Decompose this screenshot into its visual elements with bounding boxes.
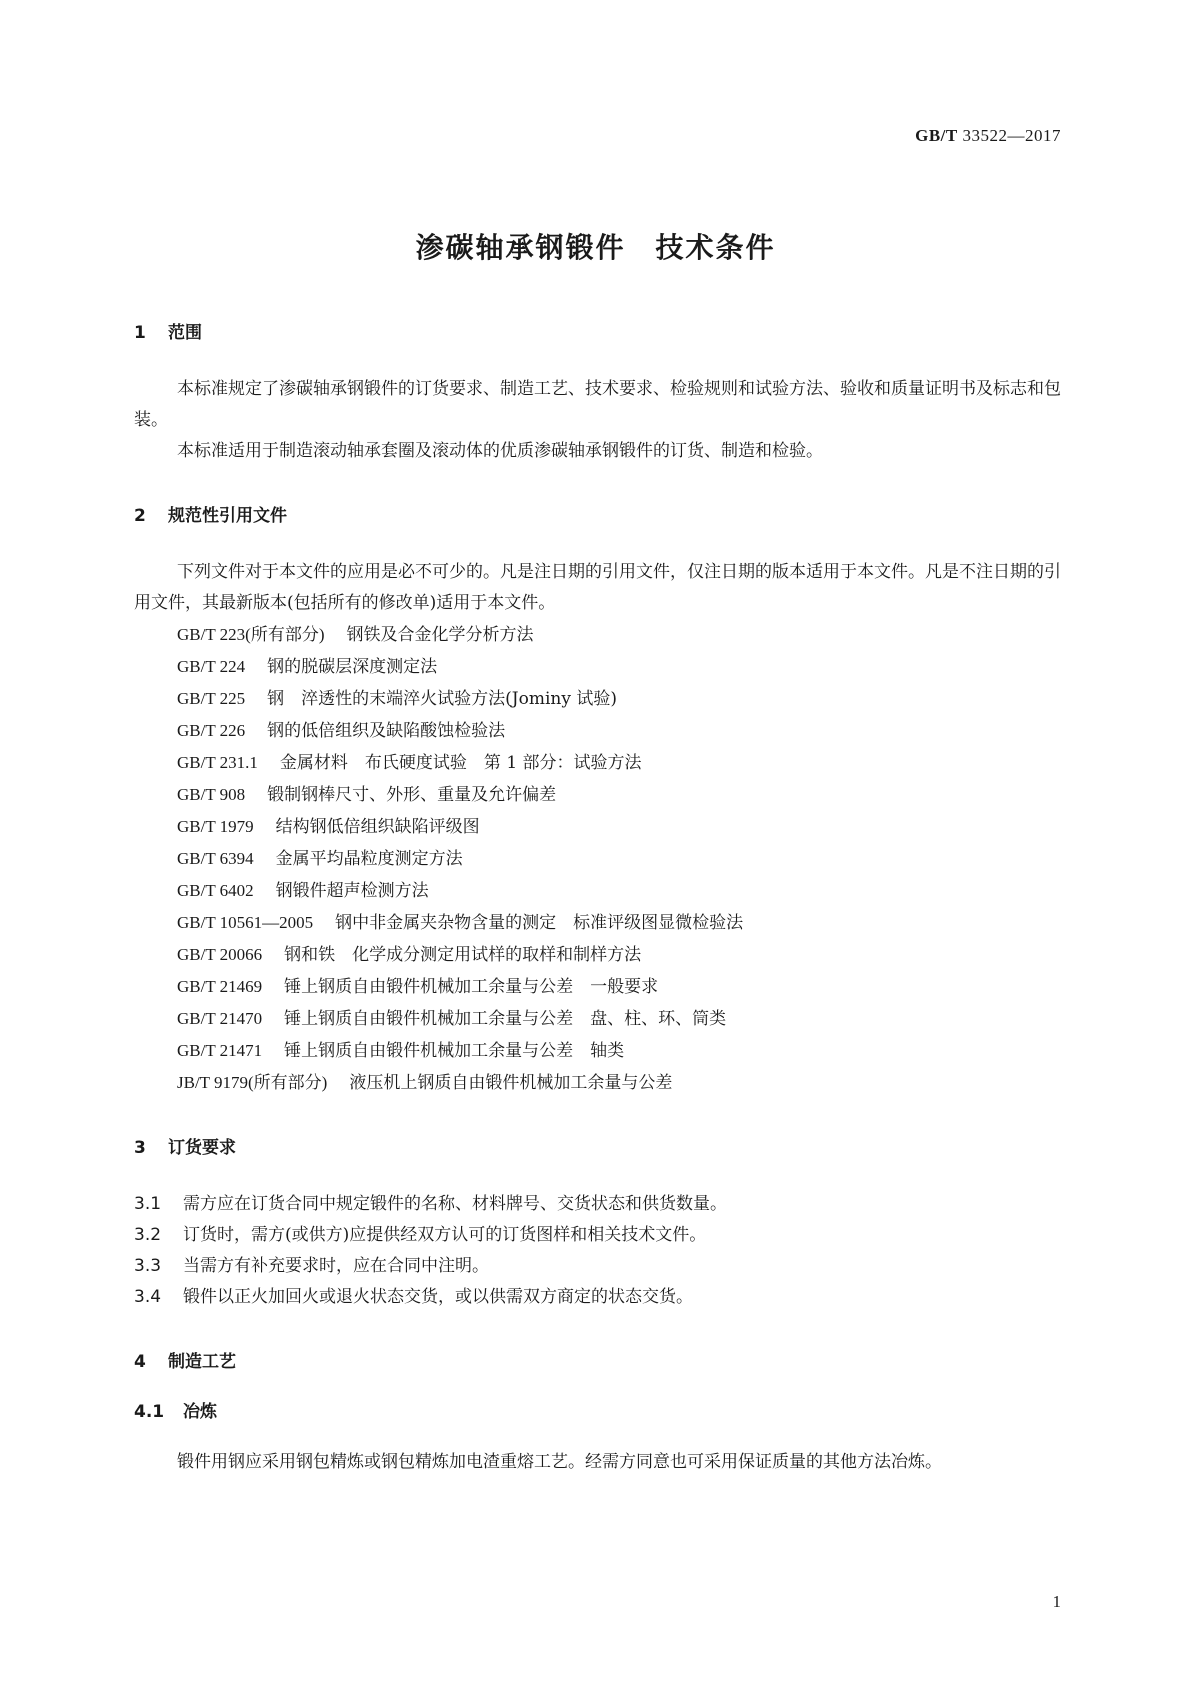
section-1-heading: [134, 318, 1061, 348]
reference-title: 钢 淬透性的末端淬火试验方法(Jominy 试验): [267, 689, 617, 709]
clause-number: 3.1: [134, 1194, 162, 1214]
reference-code: GB/T 21471: [177, 1041, 263, 1060]
clause-number: 3.2: [134, 1225, 162, 1245]
reference-title: 锤上钢质自由锻件机械加工余量与公差 轴类: [284, 1041, 625, 1061]
reference-item: [134, 619, 1061, 651]
section-number: 1: [134, 323, 146, 343]
reference-code: GB/T 908: [177, 785, 246, 804]
reference-title: 钢锻件超声检测方法: [275, 881, 429, 901]
section-title: 订货要求: [168, 1138, 236, 1158]
reference-item: [134, 779, 1061, 811]
reference-item: [134, 1003, 1061, 1035]
standard-code: 33522—2017: [962, 126, 1061, 145]
paragraph: 本标准适用于制造滚动轴承套圈及滚动体的优质渗碳轴承钢锻件的订货、制造和检验。: [177, 441, 823, 461]
reference-title: 钢的脱碳层深度测定法: [267, 657, 438, 677]
reference-item: [134, 683, 1061, 715]
document-title: [0, 226, 1191, 266]
reference-code: GB/T 225: [177, 689, 246, 708]
clause-text: 订货时，需方(或供方)应提供经双方认可的订货图样和相关技术文件。: [183, 1225, 707, 1245]
paragraph: 下列文件对于本文件的应用是必不可少的。凡是注日期的引用文件，仅注日期的版本适用于本文件。凡是不注日期的引用文件，其最新版本(包括所有的修改单)适用于本文件。: [134, 562, 1061, 613]
reference-item: [134, 971, 1061, 1003]
subsection-4-1-heading: [134, 1397, 1061, 1427]
clause-item: [134, 1189, 1061, 1220]
section-title: 范围: [168, 323, 202, 343]
subsection-number: 4.1: [134, 1402, 165, 1422]
reference-title: 结构钢低倍组织缺陷评级图: [275, 817, 480, 837]
section-number: 3: [134, 1138, 146, 1158]
reference-code: GB/T 6394: [177, 849, 254, 868]
reference-item: [134, 939, 1061, 971]
section-2-heading: [134, 501, 1061, 531]
reference-title: 钢和铁 化学成分测定用试样的取样和制样方法: [284, 945, 642, 965]
section-number: 2: [134, 506, 146, 526]
reference-code: GB/T 1979: [177, 817, 254, 836]
reference-title: 锤上钢质自由锻件机械加工余量与公差 一般要求: [284, 977, 659, 997]
reference-code: GB/T 21470: [177, 1009, 263, 1028]
reference-title: 锤上钢质自由锻件机械加工余量与公差 盘、柱、环、筒类: [284, 1009, 727, 1029]
title-part-1: 渗碳轴承钢锻件: [415, 231, 626, 264]
reference-list: [134, 619, 1061, 1099]
paragraph: 本标准规定了渗碳轴承钢锻件的订货要求、制造工艺、技术要求、检验规则和试验方法、验收和质量证明书及标志和包装。: [134, 379, 1061, 430]
section-number: 4: [134, 1352, 146, 1372]
reference-code: GB/T 6402: [177, 881, 254, 900]
reference-title: 液压机上钢质自由锻件机械加工余量与公差: [349, 1073, 673, 1093]
reference-code: GB/T 20066: [177, 945, 263, 964]
reference-title: 锻制钢棒尺寸、外形、重量及允许偏差: [267, 785, 557, 805]
reference-item: [134, 875, 1061, 907]
reference-title: 钢中非金属夹杂物含量的测定 标准评级图显微检验法: [335, 913, 744, 933]
clause-text: 需方应在订货合同中规定锻件的名称、材料牌号、交货状态和供货数量。: [183, 1194, 727, 1214]
reference-item: [134, 715, 1061, 747]
subsection-title: 冶炼: [183, 1402, 217, 1422]
reference-item: [134, 811, 1061, 843]
clause-item: [134, 1282, 1061, 1313]
section-title: 制造工艺: [168, 1352, 236, 1372]
page-number: 1: [1052, 1592, 1061, 1611]
reference-code: GB/T 10561—2005: [177, 913, 314, 932]
reference-title: 金属材料 布氏硬度试验 第 1 部分：试验方法: [279, 753, 642, 773]
reference-code: GB/T 224: [177, 657, 246, 676]
section-3-heading: [134, 1133, 1061, 1163]
reference-item: [134, 1067, 1061, 1099]
section-4-heading: [134, 1347, 1061, 1377]
clause-text: 锻件以正火加回火或退火状态交货，或以供需双方商定的状态交货。: [183, 1287, 693, 1307]
reference-code: GB/T 223(所有部分): [177, 625, 325, 644]
clause-item: [134, 1220, 1061, 1251]
document-body: [134, 318, 1061, 1478]
reference-item: [134, 843, 1061, 875]
standard-prefix: GB/T: [915, 126, 958, 145]
reference-item: [134, 907, 1061, 939]
title-part-2: 技术条件: [655, 231, 776, 264]
standard-number: [915, 126, 1061, 146]
clause-text: 当需方有补充要求时，应在合同中注明。: [183, 1256, 489, 1276]
reference-title: 钢铁及合金化学分析方法: [346, 625, 534, 645]
clause-item: [134, 1251, 1061, 1282]
reference-code: GB/T 226: [177, 721, 246, 740]
section-title: 规范性引用文件: [168, 506, 287, 526]
reference-item: [134, 1035, 1061, 1067]
reference-item: [134, 651, 1061, 683]
reference-code: GB/T 21469: [177, 977, 263, 996]
clause-number: 3.4: [134, 1287, 162, 1307]
reference-title: 钢的低倍组织及缺陷酸蚀检验法: [267, 721, 506, 741]
clause-number: 3.3: [134, 1256, 162, 1276]
reference-code: GB/T 231.1: [177, 753, 258, 772]
reference-code: JB/T 9179(所有部分): [177, 1073, 328, 1092]
paragraph: 锻件用钢应采用钢包精炼或钢包精炼加电渣重熔工艺。经需方同意也可采用保证质量的其他方法冶炼。: [177, 1452, 942, 1472]
reference-title: 金属平均晶粒度测定方法: [275, 849, 463, 869]
clause-list: [134, 1189, 1061, 1313]
reference-item: [134, 747, 1061, 779]
